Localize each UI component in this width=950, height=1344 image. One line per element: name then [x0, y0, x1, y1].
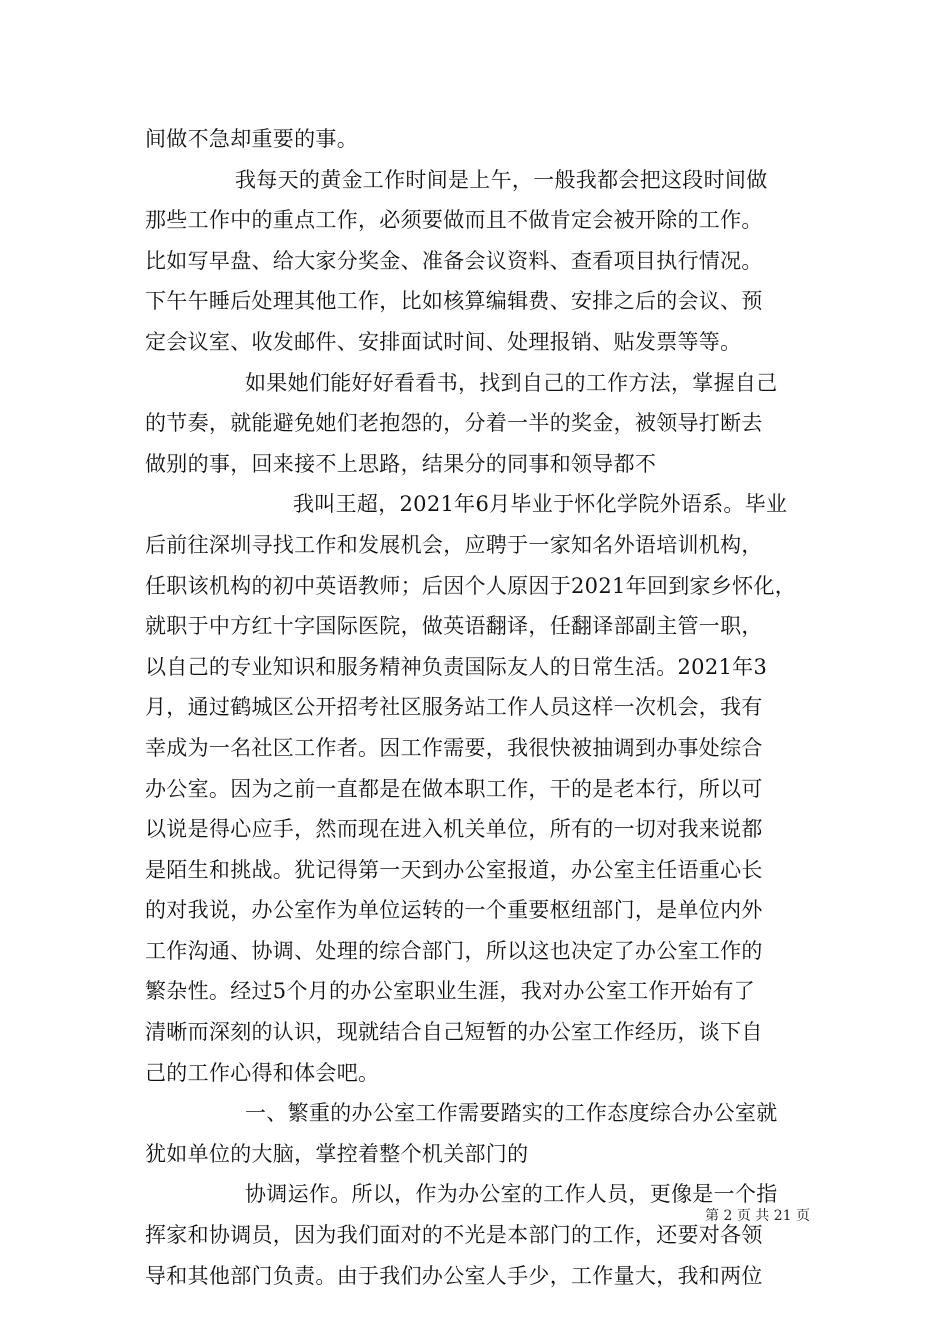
text-line: 如果她们能好好看看书，找到自己的工作方法，掌握自己: [245, 370, 778, 395]
text-line: 我叫王超，2021年6月毕业于怀化学院外语系。毕业: [293, 492, 788, 517]
text-line: 一、繁重的办公室工作需要踏实的工作态度综合办公室就: [245, 1101, 778, 1126]
text-line: 后前往深圳寻找工作和发展机会，应聘于一家知名外语培训机构，: [145, 532, 763, 557]
text-line: 的节奏，就能避免她们老抱怨的，分着一半的奖金，被领导打断去: [145, 411, 763, 436]
text-line: 我每天的黄金工作时间是上午，一般我都会把这段时间做: [235, 167, 768, 192]
body-text: [145, 119, 815, 1296]
text-line: 比如写早盘、给大家分奖金、准备会议资料、查看项目执行情况。: [145, 248, 763, 273]
text-line: 下午午睡后处理其他工作，比如核算编辑费、安排之后的会议、预: [145, 289, 763, 314]
text-line: 幸成为一名社区工作者。因工作需要，我很快被抽调到办事处综合: [145, 735, 763, 760]
text-line: 繁杂性。经过5个月的办公室职业生涯，我对办公室工作开始有了: [145, 979, 756, 1004]
text-line: 就职于中方红十字国际医院，做英语翻译，任翻译部副主管一职，: [145, 614, 763, 639]
text-line: 是陌生和挑战。犹记得第一天到办公室报道，办公室主任语重心长: [145, 857, 763, 882]
page-number: 第 2 页 共 21 页: [705, 1208, 810, 1224]
text-line: 定会议室、收发邮件、安排面试时间、处理报销、贴发票等等。: [145, 329, 742, 354]
text-line: 那些工作中的重点工作，必须要做而且不做肯定会被开除的工作。: [145, 208, 763, 233]
text-line: 导和其他部门负责。由于我们办公室人手少，工作量大，我和两位: [145, 1263, 763, 1288]
text-line: 挥家和协调员，因为我们面对的不光是本部门的工作，还要对各领: [145, 1223, 763, 1248]
text-line: 办公室。因为之前一直都是在做本职工作，干的是老本行，所以可: [145, 776, 763, 801]
text-line: 清晰而深刻的认识，现就结合自己短暂的办公室工作经历，谈下自: [145, 1020, 763, 1045]
text-line: 己的工作心得和体会吧。: [145, 1060, 380, 1085]
text-line: 协调运作。所以，作为办公室的工作人员，更像是一个指: [245, 1182, 778, 1207]
text-line: 以说是得心应手，然而现在进入机关单位，所有的一切对我来说都: [145, 817, 763, 842]
text-line: 任职该机构的初中英语教师；后因个人原因于2021年回到家乡怀化，: [145, 573, 797, 598]
text-line: 犹如单位的大脑，掌控着整个机关部门的: [145, 1141, 529, 1166]
text-line: 以自己的专业知识和服务精神负责国际友人的日常生活。2021年3: [145, 654, 768, 679]
text-line: 月，通过鹤城区公开招考社区服务站工作人员这样一次机会，我有: [145, 695, 763, 720]
text-line: 间做不急却重要的事。: [145, 127, 358, 151]
text-line: 的对我说，办公室作为单位运转的一个重要枢纽部门，是单位内外: [145, 898, 763, 923]
text-line: 工作沟通、协调、处理的综合部门，所以这也决定了办公室工作的: [145, 938, 763, 963]
text-line: 做别的事，回来接不上思路，结果分的同事和领导都不: [145, 451, 657, 476]
